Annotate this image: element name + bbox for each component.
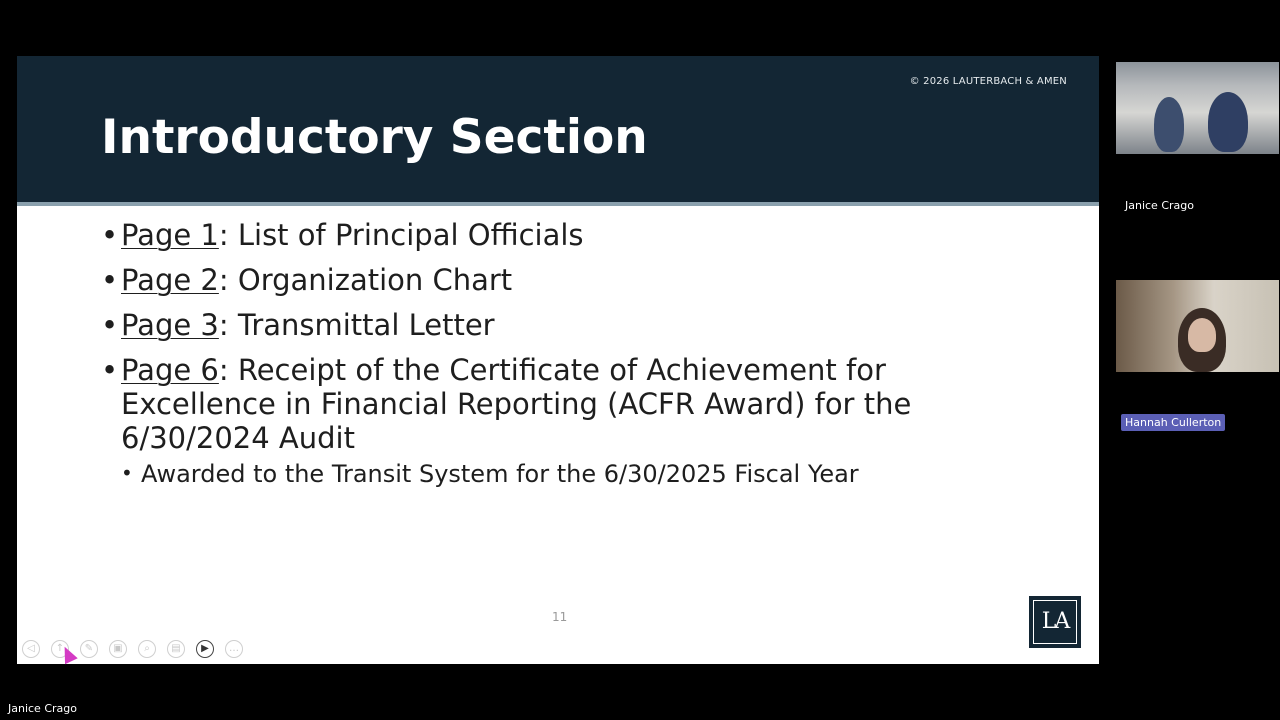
sub-bullet-item: • Awarded to the Transit System for the 6/30/2025 Fiscal Year: [121, 460, 859, 488]
page-link: Page 1: [121, 218, 219, 252]
pen-icon[interactable]: ✎: [80, 640, 98, 658]
participant-video-tile[interactable]: [1116, 280, 1279, 372]
company-logo: LA: [1029, 596, 1081, 648]
zoom-icon[interactable]: ⌕: [138, 640, 156, 658]
bullet-text: : List of Principal Officials: [218, 218, 584, 252]
bullet-list: [101, 218, 1031, 500]
subtitles-icon[interactable]: ▤: [167, 640, 185, 658]
participant-figure: [1208, 92, 1248, 152]
slides-icon[interactable]: ▣: [109, 640, 127, 658]
page-link: Page 2: [121, 263, 219, 297]
slide-page-number: 11: [552, 610, 568, 624]
more-icon[interactable]: …: [225, 640, 243, 658]
slide-title: Introductory Section: [101, 110, 648, 165]
presentation-slide: [17, 56, 1099, 664]
slide-toolbar: [22, 640, 243, 658]
bullet-text: : Transmittal Letter: [218, 308, 495, 342]
camera-icon[interactable]: ▶: [196, 640, 214, 658]
slide-header: [17, 56, 1099, 206]
bullet-item: • Page 6: Receipt of the Certificate of Achievement for Excellence in Financial Reporting (ACFR Award) for the 6/30/2024 Audit • Awarded to the Transit System for the 6/30/2025 Fiscal Year: [101, 353, 1031, 489]
participant-figure: [1154, 97, 1184, 152]
page-link: Page 6: [121, 353, 219, 387]
sub-bullet-list: [121, 459, 1031, 489]
participant-face: [1188, 318, 1216, 352]
presenter-name: Janice Crago: [8, 702, 77, 715]
participant-name-tag: Hannah Cullerton: [1121, 414, 1225, 431]
participant-name: Janice Crago: [1125, 199, 1194, 212]
participant-video-tile[interactable]: [1116, 62, 1279, 154]
copyright-text: © 2026 LAUTERBACH & AMEN: [909, 76, 1067, 87]
bullet-item: • Page 1: List of Principal Officials: [101, 218, 584, 252]
bullet-item: • Page 3: Transmittal Letter: [101, 308, 495, 342]
pointer-icon[interactable]: ↑: [51, 640, 69, 658]
bullet-text: : Receipt of the Certificate of Achievement for Excellence in Financial Reporting (ACFR Award) for the 6/30/2024 Audit: [121, 353, 912, 455]
bullet-text: : Organization Chart: [218, 263, 513, 297]
page-link: Page 3: [121, 308, 219, 342]
prev-icon[interactable]: ◁: [22, 640, 40, 658]
sub-bullet-text: Awarded to the Transit System for the 6/30/2025 Fiscal Year: [141, 460, 859, 488]
bullet-item: • Page 2: Organization Chart: [101, 263, 513, 297]
